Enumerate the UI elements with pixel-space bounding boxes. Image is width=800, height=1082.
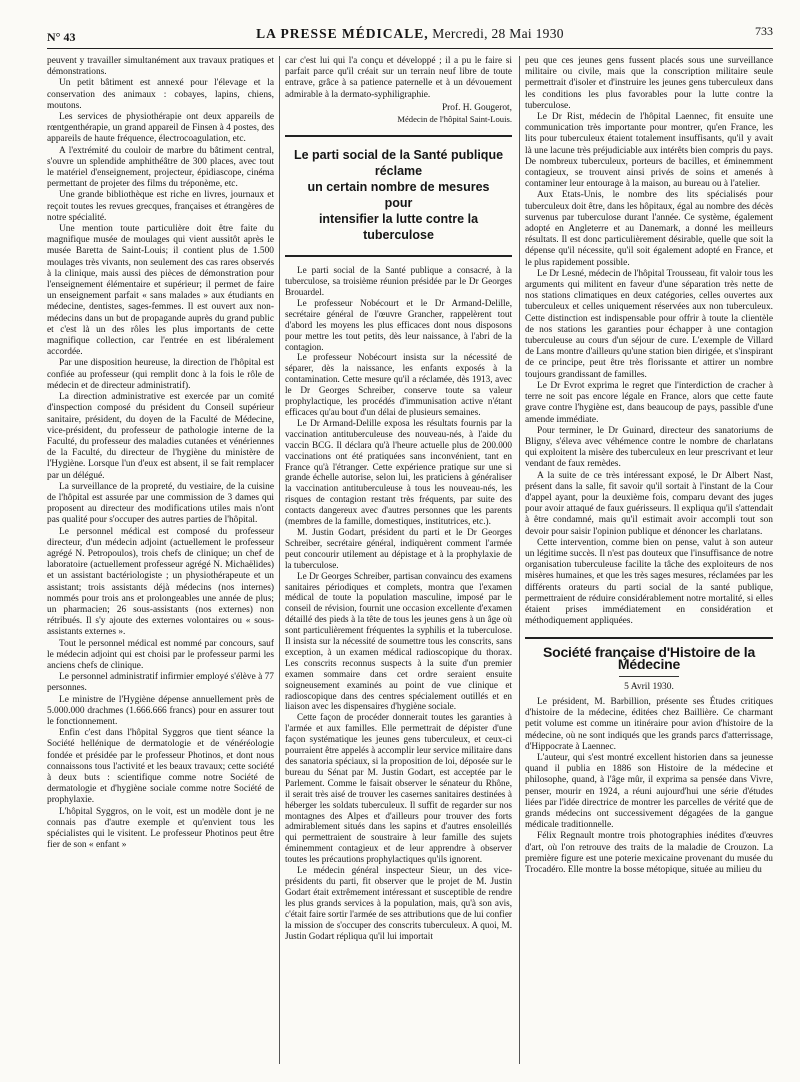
article-title <box>285 135 512 257</box>
paragraph: Cette intervention, comme bien on pense, valut à son auteur un légitime succès. Il n'est pas douteux que l'insuffisance de notre organisation tuberculeuse facilite la tâche des exploiteurs de nos misères humaines, et que les très sages mesures, réclamées par les différents orateurs du parti social de la santé publique, permettraient de réduire considérablement notre mortalité, si elles étaient prises immédiatement en considération et méthodiquement appliquées. <box>525 537 773 627</box>
paragraph: M. Justin Godart, président du parti et le Dr Georges Schreiber, secrétaire général, indiquèrent comment l'armée peut concourir utilement au dépistage et à la prophylaxie de la tuberculose. <box>285 526 512 570</box>
title-line: pour <box>384 196 413 211</box>
paragraph: A l'extrémité du couloir de marbre du bâtiment central, s'ouvre un splendide amphithéâtre de 300 places, avec tout le matériel d'enseignement, projecteur, épidiascope, cinéma permettant de projeter des films du tréponème, etc. <box>47 145 274 190</box>
article-body <box>285 265 512 941</box>
session-date: 5 Avril 1930. <box>624 681 674 692</box>
paragraph: Enfin c'est dans l'hôpital Syggros que tient séance la Société hellénique de dermatologie et de vénéréologie fondée et présidée par le professeur Photinos, et dont nous connaissons tous l'activité et les beaux travaux; cette société à deux buts : scientifique comme notre Société de dermatologie et d'hygiène sociale comme notre Société de prophylaxie. <box>47 728 274 806</box>
paragraph: car c'est lui qui l'a conçu et développé ; il a pu le faire si parfait parce qu'il créait sur un terrain neuf libre de toute entrave, grâce à sa patience paternelle et à un dévouement admirable à la dermato-syphiligraphie. <box>285 56 512 100</box>
journal-masthead <box>47 26 773 42</box>
paragraph: Le professeur Nobécourt et le Dr Armand-Delille, secrétaire général de l'œuvre Grancher, rappelèrent tout d'abord les moyens les plus efficaces dont nous disposons pour mettre les tout petits, dès leur naissance, à l'abri de la contagion. <box>285 297 512 352</box>
paragraph: A la suite de ce très intéressant exposé, le Dr Albert Nast, présent dans la salle, fit savoir qu'il sortait à l'instant de la Cour d'appel ayant, pour la deuxième fois, comparu devant des juges pour avoir attaqué de faux guérisseurs. Il expliqua qu'il s'attendait à être condamné, mais qu'il estimait avoir accompli tout son devoir pour saisir l'opinion publique et dénoncer les charlatans. <box>525 470 773 537</box>
paragraph: Le parti social de la Santé publique a consacré, à la tuberculose, sa troisième réunion présidée par le Dr Georges Brouardel. <box>285 265 512 298</box>
paragraph: Le président, M. Barbillion, présente ses Études critiques d'histoire de la médecine, éditées chez Baillière. Ce charmant petit volume est comme un itinéraire pour avion d'histoire de la médecine, où ne sont indiqués que les grands parcs d'atterrissage, d'Hippocrate à Laennec. <box>525 696 773 752</box>
paragraph: Le médecin général inspecteur Sieur, un des vice-présidents du parti, fit observer que le projet de M. Justin Godart était extrêmement intéressant et susceptible de rendre les plus grands services à la population, mais, qu'à son avis, c'était faire sortir l'armée de ses attributions que de lui confier la mission de s'occuper des conscrits tuberculeux. A quoi, M. Justin Godart répliqua qu'il lui importait <box>285 865 512 941</box>
journal-name: LA PRESSE MÉDICALE, <box>256 26 429 41</box>
paragraph: peu que ces jeunes gens fussent placés sous une surveillance militaire ou civile, mais que la conscription militaire seule permettrait d'isoler et d'instruire les jeunes gens tuberculeux dans les conditions les plus favorables pour la lutte contre la tuberculose. <box>525 56 773 111</box>
society-title: Société française d'Histoire de la Médecine <box>542 644 756 672</box>
paragraph: Le personnel médical est composé du professeur directeur, d'un médecin adjoint (actuellement le professeur agrégé N. Petropoulos), trois chefs de clinique; un chef de laboratoire (actuellement professeur agrégé N. Michaëlides) et un assistant bactériologiste ; un physiothérapeute et un assistant; trois assistants déjà médecins (nos internes) nommés pour trois ans et prolongeables une année de plus; un pharmacien; 26 sous-assistants (nos externes) non rétribués. Il s'y ajoute des externes volontaires ou « sous-assistants externes ». <box>47 526 274 638</box>
column-1 <box>47 56 274 1064</box>
author-role: Médecin de l'hôpital Saint-Louis. <box>397 114 512 125</box>
paragraph: Le personnel administratif infirmier employé s'élève à 77 personnes. <box>47 672 274 694</box>
paragraph: peuvent y travailler simultanément aux travaux pratiques et démonstrations. <box>47 56 274 78</box>
paragraph: L'auteur, qui s'est montré excellent historien dans sa jeunesse quand il publia en 1886 son Histoire de la médecine et philosophe, quand, à l'âge mûr, il exprima sa pensée dans Vivre, penser, mourir en 1924, a réuni aujourd'hui une série d'études liées par l'idée directrice de montrer les parcelles de vérité que de grands médecins ont successivement dégagées de la gangue médicale traditionnelle. <box>525 752 773 831</box>
author-signature: Prof. H. Gougerot, <box>441 102 512 113</box>
column-divider <box>279 56 280 1064</box>
title-line: un certain nombre de mesures <box>307 180 490 195</box>
paragraph: Le Dr Evrot exprima le regret que l'interdiction de cracher à terre ne soit pas encore légale en France, alors que cette faute grave contre l'hygiène est, dans beaucoup de pays, passible d'une amende immédiate. <box>525 380 773 425</box>
paragraph: Une grande bibliothèque est riche en livres, journaux et reçoit toutes les revues grecques, françaises et étrangères de notre spécialité. <box>47 190 274 223</box>
column-3 <box>525 56 773 1064</box>
title-line: réclame <box>374 164 423 179</box>
paragraph: Aux Etats-Unis, le nombre des lits spécialisés pour tuberculeux doit être, dans les hôpitaux, égal au nombre des décès survenus par tuberculose durant l'année. Ce système, également adopté en Angleterre et au Danemark, a donné les meilleurs résultats. Il est donc particulièrement désirable, quelle que soit la dépense qu'il nécessite, qu'il soit également adopté en France, et le plus rapidement possible. <box>525 190 773 268</box>
title-underline <box>619 676 679 677</box>
paragraph: Le professeur Nobécourt insista sur la nécessité de séparer, dès la naissance, les enfants exposés à la contamination. Cette mesure qu'il a réclamée, dès 1913, avec le Dr Georges Schreiber, conserve toute sa valeur prophylactique, les procédés d'immunisation active n'étant efficaces qu'au bout d'un délai de plusieurs semaines. <box>285 352 512 417</box>
paragraph: Cette façon de procéder donnerait toutes les garanties à l'armée et aux familles. Elle permettrait de dépister d'une façon systématique les jeunes gens tuberculeux, et ceux-ci pourraient être appelés à accomplir leur service militaire dans des sanatoria spéciaux, si la proposition de loi, déposée sur le bureau du Sénat par M. Justin Godart, est acceptée par le Parlement. Comme le faisait observer le sénateur du Rhône, il serait très aisé de trouver les casernes sanitaires destinées à héberger les soldats tuberculeux. Il suffit de regarder sur nos montagnes des Alpes et d'ailleurs pour trouver des forts admirablement situés dans les sapins et d'autres ensoleillés qui permettraient de soustraire à leur famille des sujets éminemment contagieux et de leur apprendre à observer toutes les précautions prophylactiques qu'ils ignorent. <box>285 712 512 865</box>
issue-number: N° 43 <box>47 30 76 44</box>
page-header <box>47 18 773 49</box>
column-divider <box>519 56 520 1064</box>
page-number: 733 <box>755 24 773 38</box>
paragraph: Tout le personnel médical est nommé par concours, sauf le médecin adjoint qui est choisi par le professeur parmi les anciens chefs de clinique. <box>47 638 274 671</box>
paragraph: Le Dr Georges Schreiber, partisan convaincu des examens sanitaires périodiques et complets, montra que l'examen médical de toute la population masculine, imposé par le conseil de révision, fournit une occasion excellente d'examen détaillé des pieds à la tête de tous les jeunes gens à un âge où sont particulièrement fréquentes la syphilis et la tuberculose. Il insista sur la nécessité de soumettre tous les conscrits, sans exception, à un examen médical radioscopique du thorax. Les conscrits reconnus suspects à la suite d'un premier examen sommaire dans cet ordre seraient ensuite soigneusement examinés au point de vue clinique et radioscopique dans des centres spécialement outillés et en liaison avec les dispensaires d'hygiène sociale. <box>285 570 512 712</box>
section-rule <box>525 637 773 639</box>
paragraph: Une mention toute particulière doit être faite du magnifique musée de moulages qui vient aussitôt après le musée Baretta de Saint-Louis; il contient plus de 1.500 moulages très vivants, non seulement des cas rares observés à la clinique, mais aussi des pièces de démonstration pour l'enseignement élémentaire et supérieur; il permet de faire un enseignement parfait « sans malades » aux étudiants en médecine, dentistes, sages-femmes. Il est ouvert aux non-médecins dans un but de propagande auprès du grand public et c'est là un des rôles les plus importants de cette magnifique collection, car l'entrée en est libéralement accordée. <box>47 224 274 358</box>
paragraph: Un petit bâtiment est annexé pour l'élevage et la conservation des animaux : cobayes, lapins, chiens, moutons. <box>47 78 274 111</box>
paragraph: Par une disposition heureuse, la direction de l'hôpital est confiée au professeur (qui remplit donc à la fois le rôle de médecin et de directeur administratif). <box>47 358 274 391</box>
paragraph: Le Dr Rist, médecin de l'hôpital Laennec, fit ensuite une communication très importante pour montrer, qu'en France, les lits pour tuberculeux étaient totalement insuffisants, qu'il y avait là une lacune très préjudiciable aux intérêts bien compris du pays. De nombreux tuberculeux, porteurs de bacilles, et éminemment contagieux, se trouvent ainsi privés de soins et amenés à contaminer leur entourage à la maison, au bureau ou à l'atelier. <box>525 112 773 190</box>
paragraph: Les services de physiothérapie ont deux appareils de rœntgenthérapie, un grand appareil de Finsen à 4 postes, des appareils de haute fréquence, électrocoagulation, etc. <box>47 112 274 145</box>
paragraph: L'hôpital Syggros, on le voit, est un modèle dont je ne connais pas d'autre exemple et qu'envient tous les spécialistes qui le visitent. Le professeur Photinos peut être fier de son « enfant » <box>47 806 274 851</box>
paragraph: Félix Regnault montre trois photographies inédites d'œuvres d'art, où l'on retrouve des traits de la maladie de Crouzon. La première figure est une poterie mexicaine provenant du musée du Trocadéro. Elle montre la bosse métopique, située au milieu du <box>525 831 773 876</box>
paragraph: Le Dr Armand-Delille exposa les résultats fournis par la vaccination antituberculeuse des nouveau-nés, à l'aide du vaccin BCG. Il déclara qu'à l'heure actuelle plus de 200.000 vaccinations ont été pratiquées sans inconvénient, tant en France qu'à l'étranger. Cette expérience pratique sur une si grande échelle autorise, selon lui, les praticiens à généraliser la vaccination antituberculeuse à tous les nouveau-nés, les risques de contagion restant très fréquents, par suite des contacts dangereux avec d'autres personnes que les parents (membres de la famille, domestiques, institutrices, etc.). <box>285 417 512 527</box>
issue-date: Mercredi, 28 Mai 1930 <box>432 26 564 41</box>
title-line: intensifier la lutte contre la tuberculose <box>318 212 479 243</box>
paragraph: La direction administrative est exercée par un comité d'inspection composé du président du Conseil supérieur sanitaire, président, du doyen de la Faculté de Médecine, vice-président, du professeur de pathologie interne de la Faculté, du professeur des maladies cutanées et vénériennes de la Faculté, du directeur de l'hygiène du ministère de l'Hygiène. Lorsque l'un d'eux est absent, il se fait remplacer par un délégué. <box>47 392 274 481</box>
paragraph: Le ministre de l'Hygiène dépense annuellement près de 5.000.000 drachmes (1.666.666 francs) pour en assurer tout le fonctionnement. <box>47 694 274 727</box>
paragraph: La surveillance de la propreté, du vestiaire, de la cuisine de l'hôpital est assurée par une commission de 3 dames qui proposent au directeur des modifications utiles mais n'ont pas qualité pour s'occuper des autres parties de l'hôpital. <box>47 481 274 526</box>
paragraph: Le Dr Lesné, médecin de l'hôpital Trousseau, fit valoir tous les arguments qui militent en faveur d'une séparation très nette de nos stations climatiques en deux catégories, celles ouvertes aux tuberculeux et celles uniquement réservées aux non tuberculeux. Cette distinction est indispensable pour offrir à toute la clientèle de nos stations les garanties pour échapper à une contagion tuberculeuse au cours d'un séjour de cure. L'exemple de Villard de Lans montre d'ailleurs qu'une station bien dirigée, et s'inspirant de ce principe, peut être très florissante et attirer un nombre toujours grandissant de familles. <box>525 268 773 380</box>
title-line: Le parti social de la Santé publique <box>293 148 504 163</box>
paragraph: Pour terminer, le Dr Guinard, directeur des sanatoriums de Bligny, s'éleva avec véhémence contre le nombre de charlatans qui exploitent la misère des tuberculeux en leur prescrivant et leur vendant de faux remèdes. <box>525 425 773 470</box>
column-2 <box>285 56 512 1064</box>
